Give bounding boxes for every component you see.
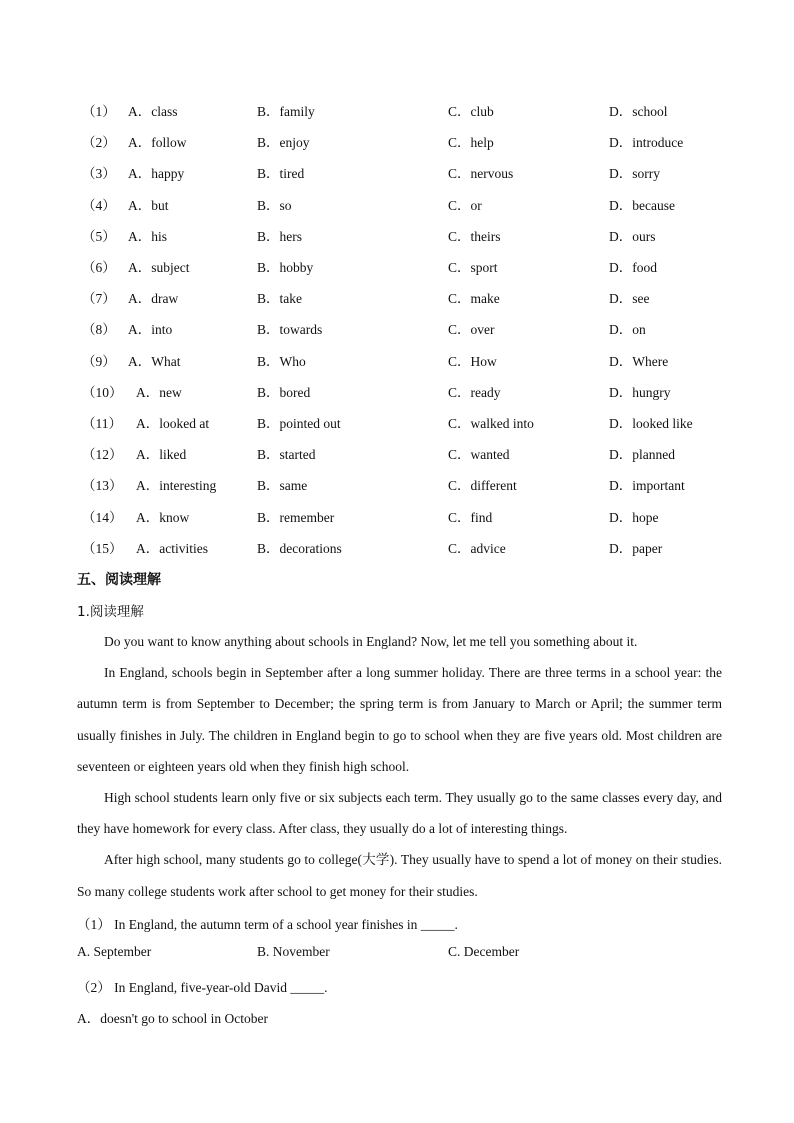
option-d: D．Where [609, 353, 669, 369]
option-b: B．Who [257, 353, 306, 369]
passage-paragraph: Do you want to know anything about schools in England? Now, let me tell you something about it. [104, 634, 638, 649]
question-number: （2） [82, 135, 116, 151]
question-number: （3） [82, 166, 116, 182]
option-c: C．ready [448, 384, 501, 400]
option-d: D．school [609, 104, 668, 119]
option-d: D．on [609, 322, 646, 338]
option-a: A．draw [128, 291, 179, 307]
option-c: C．make [448, 291, 500, 307]
option-b: B．hers [257, 228, 302, 244]
question-number: （13） [82, 478, 123, 494]
option-d: D．paper [609, 540, 663, 556]
option-row [0, 539, 794, 559]
option-c: C．walked into [448, 416, 534, 431]
option-a: A．activities [136, 540, 208, 556]
option-d: D．food [609, 260, 657, 275]
question-number: （5） [82, 228, 116, 244]
option-b: B．family [257, 104, 315, 119]
option-b: B．bored [257, 384, 311, 400]
option-a: A．What [128, 353, 181, 369]
option-row [0, 445, 794, 465]
option-b: B．take [257, 291, 302, 307]
option-row [0, 508, 794, 528]
option-d: D．ours [609, 228, 656, 244]
question-number: （15） [82, 540, 123, 556]
option-d: D．hope [609, 509, 659, 525]
option-b: B．started [257, 447, 316, 463]
option-b: B．same [257, 478, 308, 494]
option-row [0, 196, 794, 216]
reading-passage [77, 626, 722, 907]
option-a: A．class [128, 104, 178, 119]
option-d: D．introduce [609, 135, 684, 151]
question-number: （14） [82, 509, 123, 525]
section-heading: 五、阅读理解 [77, 572, 161, 588]
option-d: D．see [609, 291, 650, 307]
option-row [0, 383, 794, 403]
sub-heading: 1.阅读理解 [77, 604, 144, 620]
option-b: B．tired [257, 166, 305, 182]
option-a: A．but [128, 197, 169, 213]
option-c: C．How [448, 353, 497, 369]
option-a: A．looked at [136, 416, 210, 431]
option-b: B．hobby [257, 260, 314, 275]
option-c: C．or [448, 197, 482, 213]
option-b: B．enjoy [257, 135, 310, 151]
passage-paragraph: High school students learn only five or six subjects each term. They usually go to the same classes every day, and they have homework for every class. After class, they usually do a lot of interesting things. [77, 790, 722, 837]
option-a: A．interesting [136, 478, 217, 494]
option-row [0, 227, 794, 247]
option-row [0, 320, 794, 340]
question-2-stem: （2） In England, five-year-old David _____. [77, 980, 328, 995]
option-a: A．follow [128, 135, 187, 151]
option-row [0, 476, 794, 496]
option-d: D．sorry [609, 166, 660, 182]
option-row [0, 414, 794, 434]
option-a: A．know [136, 509, 190, 525]
option-b: B．remember [257, 509, 335, 525]
option-b: B．decorations [257, 540, 342, 556]
question-1-option-a: A. September [77, 944, 152, 959]
option-b: B．so [257, 197, 292, 213]
question-number: （9） [82, 353, 116, 369]
option-row [0, 133, 794, 153]
option-c: C．wanted [448, 447, 510, 463]
option-row [0, 102, 794, 122]
question-1-option-c: C. December [448, 944, 520, 959]
option-d: D．hungry [609, 384, 671, 400]
question-1-stem: （1） In England, the autumn term of a school year finishes in _____. [77, 917, 458, 932]
question-number: （7） [82, 291, 116, 307]
option-c: C．find [448, 509, 493, 525]
option-c: C．over [448, 322, 495, 338]
option-c: C．different [448, 478, 517, 494]
option-d: D．looked like [609, 416, 693, 431]
question-1-option-b: B. November [257, 944, 330, 959]
option-row [0, 258, 794, 278]
passage-paragraph: After high school, many students go to college(大学). They usually have to spend a lot of money on their studies. So many college students work after school to get money for their studies. [77, 852, 722, 899]
question-number: （8） [82, 322, 116, 338]
option-c: C．theirs [448, 228, 501, 244]
question-number: （10） [82, 384, 123, 400]
option-row [0, 289, 794, 309]
option-b: B．pointed out [257, 416, 341, 431]
option-a: A．liked [136, 447, 187, 463]
question-number: （6） [82, 260, 116, 275]
option-row [0, 164, 794, 184]
option-a: A．subject [128, 260, 190, 275]
option-c: C．club [448, 104, 494, 119]
question-number: （1） [82, 104, 116, 119]
question-number: （11） [82, 416, 122, 431]
option-b: B．towards [257, 322, 323, 338]
passage-paragraph: In England, schools begin in September after a long summer holiday. There are three terms in a school year: the autumn term is from September to December; the spring term is from January to March or April; the summer term usually finishes in July. The children in England begin to go to school when they are five years old. Most children are seventeen or eighteen years old when they finish high school. [77, 665, 722, 774]
option-d: D．planned [609, 447, 675, 463]
question-2-option-a: A．doesn't go to school in October [77, 1011, 269, 1026]
option-d: D．because [609, 197, 675, 213]
option-a: A．new [136, 384, 182, 400]
option-c: C．sport [448, 260, 498, 275]
option-row [0, 352, 794, 372]
option-a: A．his [128, 228, 168, 244]
option-d: D．important [609, 478, 685, 494]
option-c: C．nervous [448, 166, 514, 182]
option-a: A．happy [128, 166, 185, 182]
question-number: （12） [82, 447, 123, 463]
question-number: （4） [82, 197, 116, 213]
option-c: C．advice [448, 540, 506, 556]
option-a: A．into [128, 322, 173, 338]
option-c: C．help [448, 135, 494, 151]
